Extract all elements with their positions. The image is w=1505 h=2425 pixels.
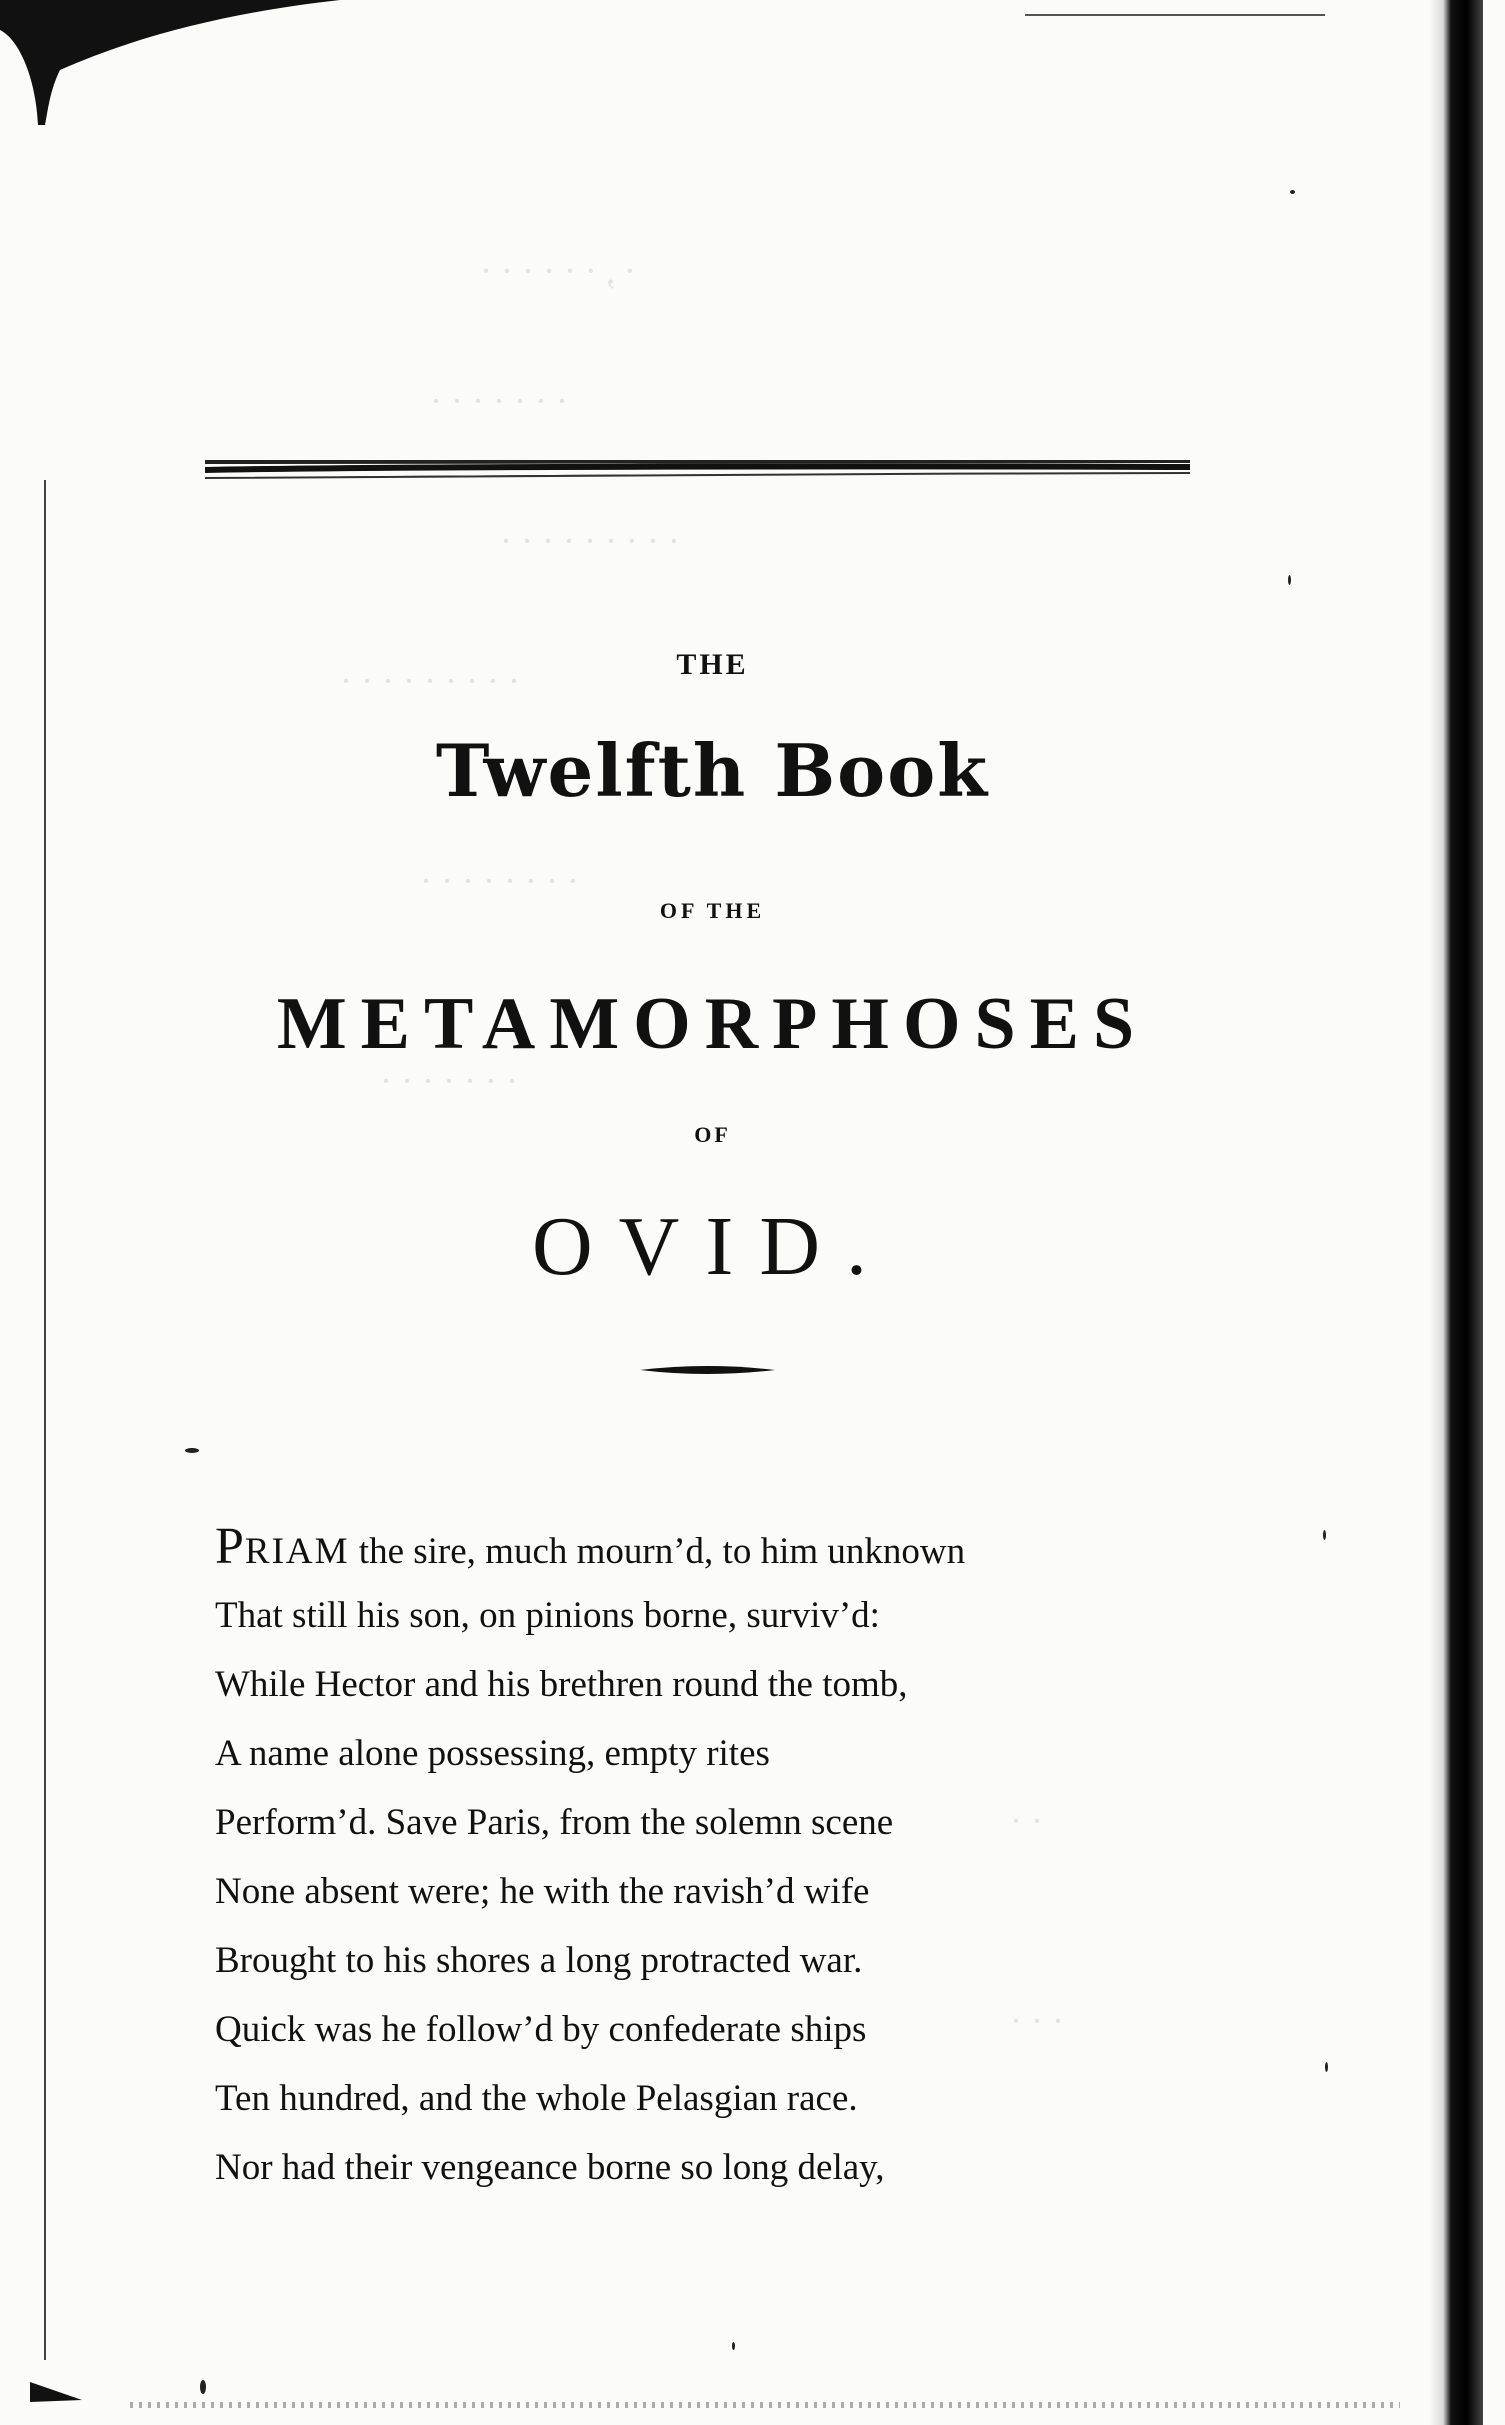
gutter-shadow bbox=[1429, 0, 1443, 2425]
poem-line: That still his son, on pinions borne, surviv’d: bbox=[215, 1595, 880, 1636]
bleed-through-text: · · bbox=[1010, 1801, 1043, 1841]
drop-cap: P bbox=[215, 1518, 245, 1575]
bottom-edge-dots bbox=[130, 2402, 1400, 2408]
ink-speck bbox=[1288, 575, 1291, 585]
poem-line: Brought to his shores a long protracted war. bbox=[215, 1940, 863, 1981]
poem-line bbox=[215, 1512, 1215, 1581]
bleed-through-text: · · · bbox=[1010, 2001, 1064, 2041]
page-corner-arrow-icon bbox=[30, 2382, 82, 2402]
bleed-through-text: · · · · · · · · · bbox=[340, 661, 520, 701]
bleed-through-text: · · · · · · · bbox=[430, 381, 568, 421]
ink-speck bbox=[185, 1448, 199, 1453]
first-word-caps: RIAM bbox=[244, 1531, 350, 1572]
title-metamorphoses: METAMORPHOSES bbox=[276, 983, 1149, 1065]
poem-text bbox=[215, 1512, 1215, 2202]
title-twelfth-book: Twelfth Book bbox=[435, 728, 990, 813]
ornament-rule bbox=[640, 1362, 775, 1378]
bleed-through-text: · · · · · · · · · bbox=[500, 521, 680, 561]
poem-line: Nor had their vengeance borne so long delay, bbox=[215, 2147, 885, 2188]
book-binding-edge bbox=[1443, 0, 1483, 2425]
title-of-the: OF THE bbox=[659, 898, 766, 923]
header-double-rule bbox=[205, 460, 1190, 484]
poem-line: While Hector and his brethren round the tomb, bbox=[215, 1664, 908, 1705]
poem-line: A name alone possessing, empty rites bbox=[215, 1733, 770, 1774]
title-the: THE bbox=[676, 648, 749, 681]
title-author: OVID. bbox=[532, 1200, 893, 1293]
bleed-through-text: · · · · · · · · bbox=[420, 861, 579, 901]
bleed-through-text: · , · · · · · · bbox=[480, 251, 636, 291]
poem-line: Ten hundred, and the whole Pelasgian race. bbox=[215, 2078, 858, 2119]
poem-line: Quick was he follow’d by confederate ships bbox=[215, 2009, 867, 2050]
ink-speck bbox=[1290, 190, 1295, 194]
top-edge-rule bbox=[1025, 14, 1325, 16]
ink-speck bbox=[1323, 1530, 1326, 1540]
title-of: OF bbox=[694, 1122, 731, 1147]
ink-speck bbox=[732, 2342, 735, 2350]
poem-line: None absent were; he with the ravish’d wife bbox=[215, 1871, 870, 1912]
ink-speck bbox=[200, 2380, 206, 2394]
poem-line: Perform’d. Save Paris, from the solemn scene bbox=[215, 1802, 894, 1843]
bleed-through-text: · · · · · · · bbox=[380, 1061, 518, 1101]
torn-corner-mark bbox=[0, 0, 340, 130]
ink-speck bbox=[1325, 2062, 1328, 2072]
first-line-text: the sire, much mourn’d, to him unknown bbox=[349, 1531, 966, 1572]
